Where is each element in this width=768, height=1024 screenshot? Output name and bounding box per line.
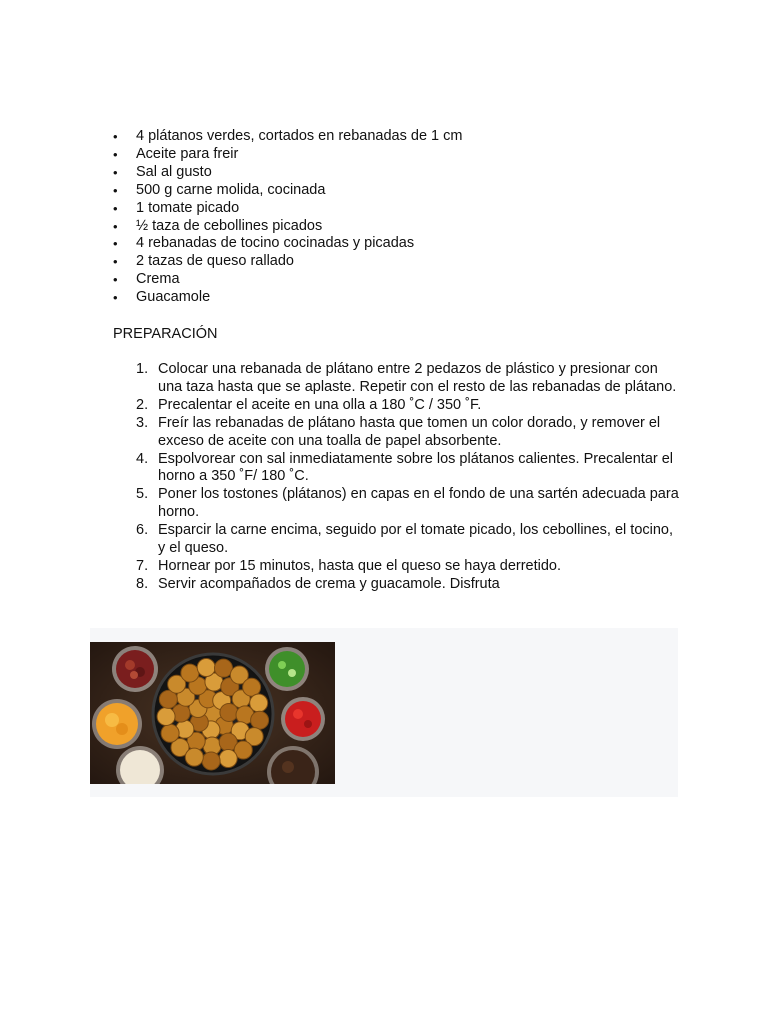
bullet-icon: • [113,236,118,252]
preparation-heading: PREPARACIÓN [113,326,218,342]
step-text: Espolvorear con sal inmediatamente sobre los plátanos calientes. Precalentar el horno a 350 ˚F/ 180 ˚C. [158,450,674,485]
step-item [113,451,683,487]
ingredient-item [113,218,673,236]
ingredient-text: Guacamole [136,289,211,306]
step-number: 3. [136,414,149,431]
bullet-icon: • [113,129,118,144]
step-number: 8. [136,575,149,592]
ingredient-item [113,182,673,200]
step-text: Poner los tostones (plátanos) en capas en el fondo de una sartén adecuada para horno. [158,486,679,521]
step-text: Servir acompañados de crema y guacamole. Disfruta [158,575,500,592]
step-number: 4. [136,450,149,467]
bullet-icon: • [113,272,118,288]
ingredient-item [113,146,673,164]
step-item [113,397,683,415]
ingredient-text: 4 rebanadas de tocino cocinadas y picadas [136,235,415,252]
preparation-steps-list [113,361,683,594]
step-item [113,415,683,451]
ingredient-item [113,271,673,289]
bullet-icon: • [113,254,118,270]
step-text: Freír las rebanadas de plátano hasta que tomen un color dorado, y remover el exceso de aceite con una toalla de papel absorbente. [158,414,661,449]
ingredient-item [113,253,673,271]
step-item [113,361,683,397]
ingredient-item [113,164,673,182]
bullet-icon: • [113,146,118,162]
ingredient-item [113,289,673,307]
ingredient-item [113,200,673,218]
step-number: 1. [136,361,149,377]
bullet-icon: • [113,200,118,216]
ingredient-text: ½ taza de cebollines picados [136,217,323,234]
step-item [113,522,683,558]
ingredient-text: 4 plátanos verdes, cortados en rebanadas de 1 cm [136,128,463,144]
step-text: Esparcir la carne encima, seguido por el tomate picado, los cebollines, el tocino, y el queso. [158,522,674,557]
step-item [113,576,683,594]
ingredient-text: Aceite para freir [136,145,239,162]
step-number: 5. [136,486,149,503]
ingredient-text: 2 tazas de queso rallado [136,253,294,270]
step-text: Colocar una rebanada de plátano entre 2 pedazos de plástico y presionar con una taza hasta que se aplaste. Repetir con el resto de las rebanadas de plátano. [158,361,677,395]
bullet-icon: • [113,290,118,306]
step-number: 2. [136,396,149,413]
step-number: 7. [136,557,149,574]
bullet-icon: • [113,182,118,198]
ingredient-item [113,235,673,253]
step-text: Precalentar el aceite en una olla a 180 ˚C / 350 ˚F. [158,396,482,413]
step-item [113,486,683,522]
bullet-icon: • [113,218,118,234]
step-item [113,558,683,576]
tostones-skillet-photo [90,642,335,784]
ingredient-item [113,128,673,146]
ingredient-text: Sal al gusto [136,163,212,180]
ingredients-list [113,128,673,307]
ingredient-text: Crema [136,271,180,288]
ingredient-text: 500 g carne molida, cocinada [136,181,326,198]
ingredient-text: 1 tomate picado [136,199,240,216]
step-text: Hornear por 15 minutos, hasta que el queso se haya derretido. [158,557,562,574]
bullet-icon: • [113,164,118,180]
step-number: 6. [136,522,149,539]
